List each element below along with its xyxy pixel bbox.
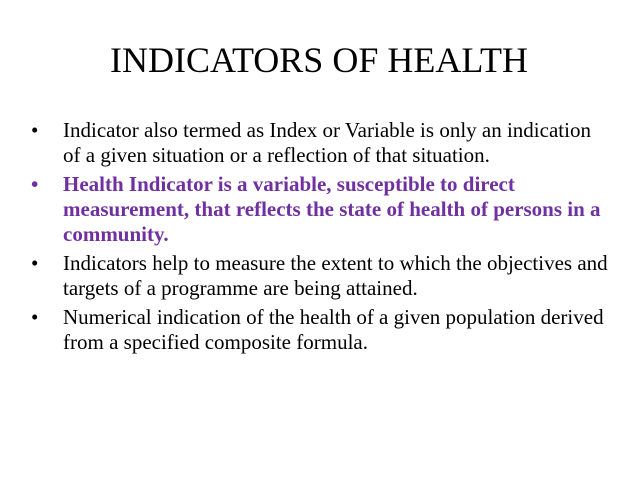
- bullet-item: [31, 251, 611, 301]
- bullet-dot-icon: •: [31, 251, 39, 275]
- bullet-list: [31, 118, 611, 359]
- bullet-item: [31, 118, 611, 168]
- bullet-dot-icon: •: [31, 118, 39, 142]
- slide-title: INDICATORS OF HEALTH: [109, 40, 529, 80]
- bullet-item: [31, 305, 611, 355]
- bullet-item-highlighted: [31, 172, 611, 247]
- bullet-text: Indicator also termed as Index or Variable is only an indication of a given situation or a reflection of that situation.: [63, 118, 591, 167]
- bullet-dot-icon: •: [31, 305, 39, 329]
- bullet-text: Indicators help to measure the extent to which the objectives and targets of a programme are being attained.: [63, 251, 608, 300]
- bullet-dot-icon: •: [31, 172, 39, 196]
- bullet-text: Health Indicator is a variable, susceptible to direct measurement, that reflects the state of health of persons in a community.: [63, 172, 601, 246]
- bullet-text: Numerical indication of the health of a given population derived from a specified composite formula.: [63, 305, 604, 354]
